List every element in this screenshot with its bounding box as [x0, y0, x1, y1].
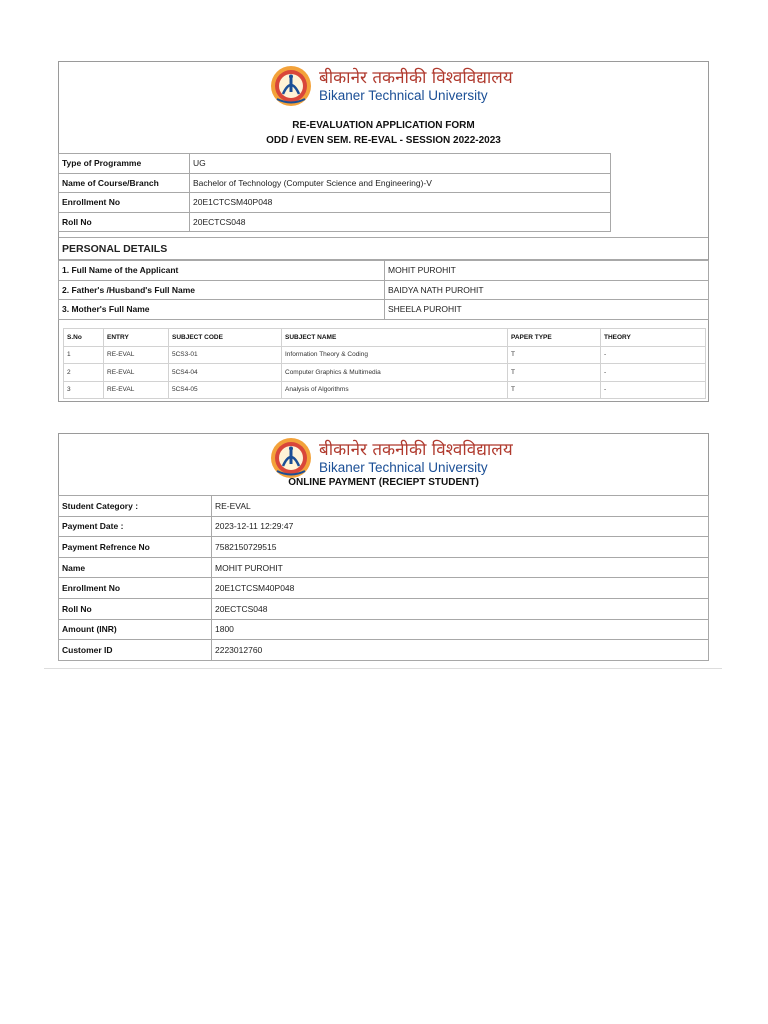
column-header: PAPER TYPE	[508, 329, 601, 347]
personal-value: BAIDYA NATH PUROHIT	[385, 280, 709, 300]
cell-sno: 1	[64, 346, 104, 364]
receipt-label: Payment Date :	[59, 516, 212, 537]
receipt-value: RE-EVAL	[212, 496, 709, 517]
info-value: Bachelor of Technology (Computer Science and Engineering)-V	[190, 173, 611, 193]
re-evaluation-form	[58, 61, 709, 402]
receipt-value: 7582150729515	[212, 537, 709, 558]
table-row	[59, 496, 709, 517]
info-value: 20ECTCS048	[190, 212, 611, 232]
receipt-label: Name	[59, 557, 212, 578]
receipt-table	[58, 495, 709, 661]
personal-value: SHEELA PUROHIT	[385, 300, 709, 320]
receipt-label: Roll No	[59, 598, 212, 619]
cell-entry: RE-EVAL	[104, 346, 169, 364]
receipt-value: 2223012760	[212, 640, 709, 661]
cell-paper-type: T	[508, 364, 601, 382]
receipt-label: Payment Refrence No	[59, 537, 212, 558]
cell-subject-name: Computer Graphics & Multimedia	[282, 364, 508, 382]
table-header-row	[64, 329, 706, 347]
personal-label: 1. Full Name of the Applicant	[59, 261, 385, 281]
table-row	[64, 346, 706, 364]
table-row	[59, 261, 709, 281]
receipt-label: Student Category :	[59, 496, 212, 517]
table-row	[59, 598, 709, 619]
university-emblem-icon	[269, 64, 313, 108]
cell-subject-code: 5CS3-01	[169, 346, 282, 364]
receipt-label: Customer ID	[59, 640, 212, 661]
university-logo	[269, 436, 513, 480]
column-header: ENTRY	[104, 329, 169, 347]
receipt-value: 1800	[212, 619, 709, 640]
cell-theory: -	[601, 346, 706, 364]
table-row	[59, 193, 611, 213]
receipt-value: 2023-12-11 12:29:47	[212, 516, 709, 537]
payment-receipt	[58, 433, 709, 661]
cell-entry: RE-EVAL	[104, 381, 169, 399]
table-row	[59, 154, 611, 174]
info-value: 20E1CTCSM40P048	[190, 193, 611, 213]
table-row	[59, 173, 611, 193]
personal-label: 3. Mother's Full Name	[59, 300, 385, 320]
form-subtitle: ODD / EVEN SEM. RE-EVAL - SESSION 2022-2023	[266, 135, 501, 146]
column-header: S.No	[64, 329, 104, 347]
subjects-table	[63, 328, 706, 399]
table-row	[59, 557, 709, 578]
receipt-label: Amount (INR)	[59, 619, 212, 640]
column-header: THEORY	[601, 329, 706, 347]
table-row	[59, 537, 709, 558]
cell-sno: 2	[64, 364, 104, 382]
university-logo	[269, 64, 513, 108]
cell-sno: 3	[64, 381, 104, 399]
table-row	[59, 212, 611, 232]
receipt-value: MOHIT PUROHIT	[212, 557, 709, 578]
cell-theory: -	[601, 364, 706, 382]
info-label: Roll No	[59, 212, 190, 232]
cell-subject-name: Analysis of Algorithms	[282, 381, 508, 399]
university-name-english: Bikaner Technical University	[319, 459, 488, 475]
receipt-title: ONLINE PAYMENT (RECIEPT STUDENT)	[288, 477, 479, 488]
cell-subject-name: Information Theory & Coding	[282, 346, 508, 364]
table-row	[64, 381, 706, 399]
info-label: Name of Course/Branch	[59, 173, 190, 193]
info-label: Type of Programme	[59, 154, 190, 174]
info-value: UG	[190, 154, 611, 174]
programme-info-table	[58, 153, 611, 232]
personal-value: MOHIT PUROHIT	[385, 261, 709, 281]
receipt-label: Enrollment No	[59, 578, 212, 599]
university-name-hindi: बीकानेर तकनीकी विश्वविद्यालय	[319, 67, 513, 88]
cell-subject-code: 5CS4-04	[169, 364, 282, 382]
table-row	[59, 280, 709, 300]
cell-paper-type: T	[508, 346, 601, 364]
column-header: SUBJECT NAME	[282, 329, 508, 347]
table-row	[59, 516, 709, 537]
cell-theory: -	[601, 381, 706, 399]
table-row	[64, 364, 706, 382]
table-row	[59, 300, 709, 320]
personal-label: 2. Father's /Husband's Full Name	[59, 280, 385, 300]
cell-entry: RE-EVAL	[104, 364, 169, 382]
personal-details-heading: PERSONAL DETAILS	[59, 237, 708, 260]
cell-paper-type: T	[508, 381, 601, 399]
personal-details-table	[58, 260, 709, 320]
table-row	[59, 619, 709, 640]
column-header: SUBJECT CODE	[169, 329, 282, 347]
university-emblem-icon	[269, 436, 313, 480]
table-row	[59, 578, 709, 599]
page-divider	[44, 668, 722, 669]
info-label: Enrollment No	[59, 193, 190, 213]
receipt-value: 20E1CTCSM40P048	[212, 578, 709, 599]
university-name-hindi: बीकानेर तकनीकी विश्वविद्यालय	[319, 439, 513, 460]
form-title: RE-EVALUATION APPLICATION FORM	[292, 120, 475, 131]
receipt-value: 20ECTCS048	[212, 598, 709, 619]
cell-subject-code: 5CS4-05	[169, 381, 282, 399]
university-name-english: Bikaner Technical University	[319, 87, 488, 103]
table-row	[59, 640, 709, 661]
